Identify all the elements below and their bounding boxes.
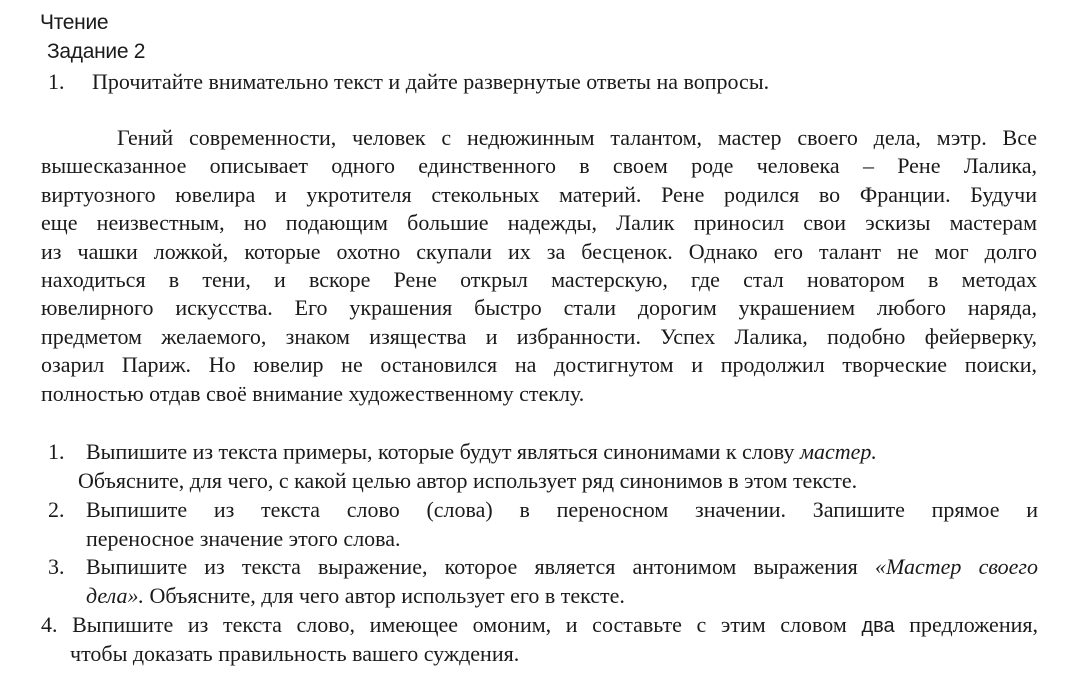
- question-line: Выпишите из текста слово (слова) в переносном значении. Запишите прямое и: [86, 497, 1038, 522]
- question-number: 3.: [48, 554, 65, 579]
- question-1-continuation: Объясните, для чего, с какой целью автор использует ряд синонимов в этом тексте.: [78, 468, 858, 493]
- italic-phrase: дела».: [86, 582, 144, 608]
- instruction-number: 1.: [48, 69, 65, 94]
- italic-word: мастер.: [799, 439, 877, 464]
- question-line: [86, 582, 1038, 611]
- passage-line: из чашки ложкой, которые охотно скупали их за бесценок. Однако его талант не мог долго: [41, 238, 1037, 264]
- question-text-part: предложения,: [894, 612, 1038, 637]
- question-text-part: Выпишите из текста выражение, которое является антонимом выражения: [86, 554, 875, 579]
- passage-line: находиться в тени, и вскоре Рене открыл мастерскую, где стал новатором в методах: [41, 267, 1037, 293]
- question-text-part: 4. Выпишите из текста слово, имеющее омоним, и составьте с этим словом: [41, 612, 862, 637]
- passage-line: Гений современности, человек с недюжинным талантом, мастер своего дела, мэтр. Все: [117, 125, 1037, 150]
- question-line: [86, 553, 1038, 582]
- question-line: переносное значение этого слова.: [86, 525, 401, 551]
- question-4-continuation: чтобы доказать правильность вашего суждения.: [70, 641, 520, 666]
- question-number: 1.: [48, 439, 65, 464]
- task-heading: Задание 2: [47, 40, 146, 63]
- highlighted-word: два: [861, 615, 895, 637]
- reading-passage: [41, 124, 1037, 408]
- section-heading: Чтение: [40, 11, 109, 34]
- question-text: [86, 553, 1038, 610]
- passage-line: предметом желаемого, знаком изящества и избранности. Успех Лалика, подобно фейерверку,: [41, 323, 1037, 349]
- passage-line: вышесказанное описывает одного единственного в своем роде человека – Рене Лалика,: [41, 153, 1037, 179]
- question-text-part: Объясните, для чего автор использует его в тексте.: [143, 582, 625, 608]
- passage-line: виртуозного ювелира и укротителя стекольных материй. Рене родился во Франции. Будучи: [41, 181, 1037, 207]
- question-text-part: Выпишите из текста примеры, которые будут являться синонимами к слову: [86, 439, 800, 464]
- passage-line: ювелирного искусства. Его украшения быстро стали дорогим украшением любого наряда,: [41, 295, 1037, 321]
- italic-phrase: «Мастер своего: [875, 554, 1038, 579]
- passage-line: озарил Париж. Но ювелир не остановился на достигнутом и продолжил творческие поиски,: [41, 352, 1037, 378]
- question-number: 2.: [48, 497, 65, 522]
- instruction-text: Прочитайте внимательно текст и дайте развернутые ответы на вопросы.: [92, 69, 770, 94]
- passage-line: еще неизвестным, но подающим большие надежды, Лалик приносил свои эскизы мастерам: [41, 210, 1037, 236]
- question-text: [86, 496, 1038, 553]
- passage-line: полностью отдав своё внимание художественному стеклу.: [41, 380, 585, 406]
- question-text: [86, 438, 1036, 467]
- question-4: [41, 611, 1038, 641]
